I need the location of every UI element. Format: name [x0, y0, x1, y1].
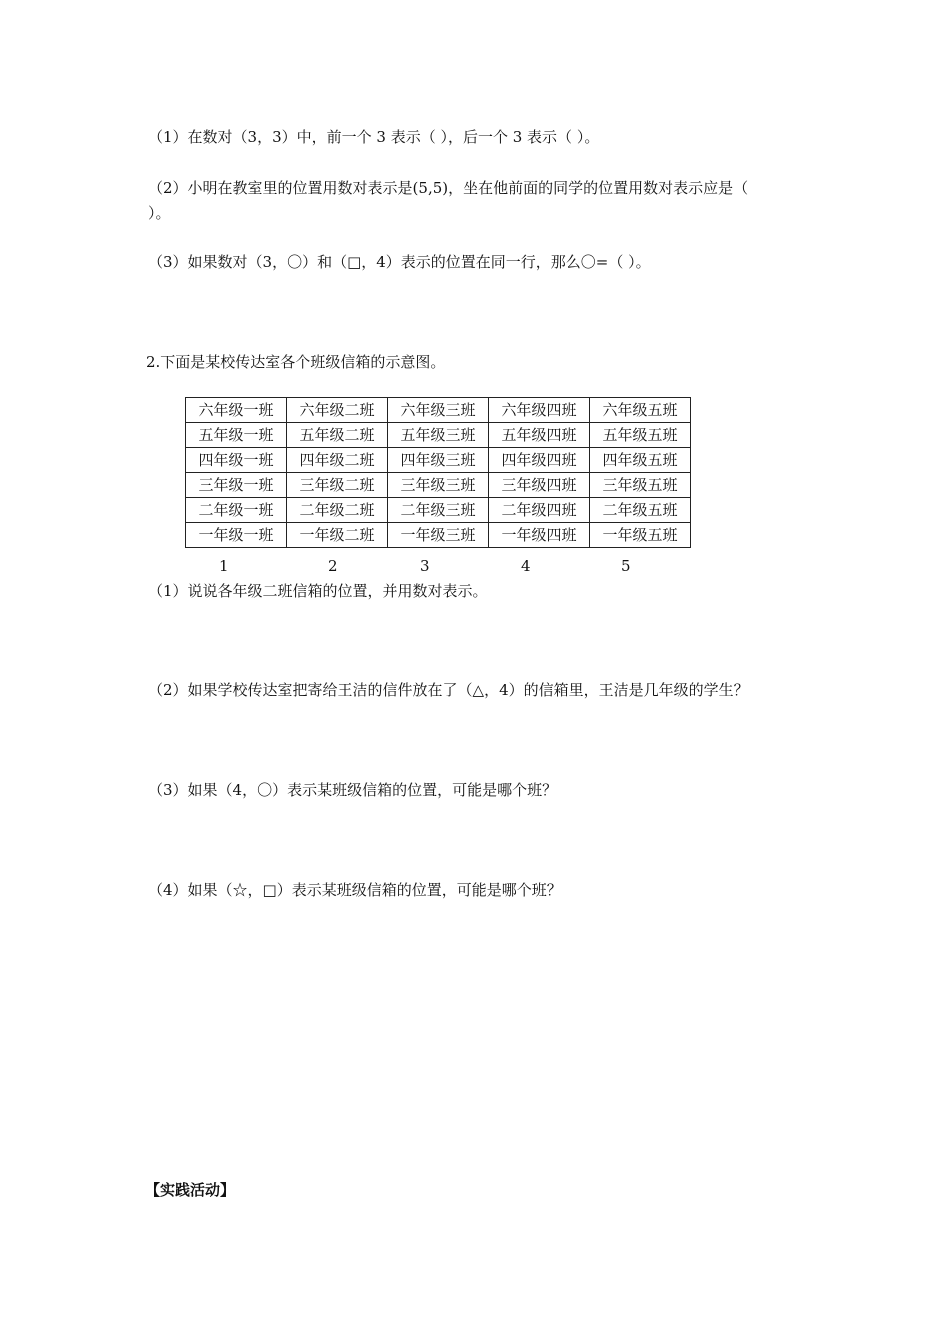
question-1-3: （3）如果数对（3，〇）和（□，4）表示的位置在同一行，那么〇=（ ）。: [148, 253, 651, 271]
table-cell: 六年级一班: [186, 398, 287, 423]
question-2-3: （3）如果（4，〇）表示某班级信箱的位置，可能是哪个班？: [148, 781, 558, 799]
column-number-row: [0, 556, 950, 576]
table-cell: 二年级三班: [388, 498, 489, 523]
table-cell: 五年级一班: [186, 423, 287, 448]
table-cell: 六年级五班: [590, 398, 691, 423]
table-row: [186, 498, 691, 523]
table-row: [186, 398, 691, 423]
table-cell: 一年级四班: [489, 523, 590, 548]
table-cell: 三年级二班: [287, 473, 388, 498]
table-cell: 六年级三班: [388, 398, 489, 423]
table-cell: 四年级一班: [186, 448, 287, 473]
question-2-2: （2）如果学校传达室把寄给王洁的信件放在了（△，4）的信箱里，王洁是几年级的学生？: [148, 681, 749, 699]
column-number: 2: [328, 557, 338, 575]
question-1-2-line-1: （2）小明在教室里的位置用数对表示是(5,5)，坐在他前面的同学的位置用数对表示应是（: [148, 179, 749, 197]
table-cell: 五年级二班: [287, 423, 388, 448]
table-cell: 五年级五班: [590, 423, 691, 448]
table-row: [186, 473, 691, 498]
table-cell: 二年级二班: [287, 498, 388, 523]
question-2-4: （4）如果（☆，□）表示某班级信箱的位置，可能是哪个班？: [148, 881, 562, 899]
question-2-intro: 2.下面是某校传达室各个班级信箱的示意图。: [146, 353, 446, 371]
column-number: 1: [219, 557, 229, 575]
table-row: [186, 523, 691, 548]
practice-activity-heading: 【实践活动】: [145, 1181, 236, 1199]
table-cell: 五年级三班: [388, 423, 489, 448]
table-cell: 一年级一班: [186, 523, 287, 548]
table-cell: 五年级四班: [489, 423, 590, 448]
table-cell: 四年级四班: [489, 448, 590, 473]
table-cell: 二年级一班: [186, 498, 287, 523]
question-1-2-line-2: ）。: [148, 204, 171, 222]
question-1-1: （1）在数对（3，3）中，前一个 3 表示（ ），后一个 3 表示（ ）。: [148, 128, 600, 146]
table-cell: 四年级二班: [287, 448, 388, 473]
question-2-1: （1）说说各年级二班信箱的位置，并用数对表示。: [148, 582, 488, 600]
table-cell: 一年级二班: [287, 523, 388, 548]
table-row: [186, 448, 691, 473]
column-number: 3: [420, 557, 430, 575]
table-row: [186, 423, 691, 448]
column-number: 5: [621, 557, 631, 575]
table-cell: 二年级五班: [590, 498, 691, 523]
column-number: 4: [521, 557, 531, 575]
mailbox-table: [185, 397, 691, 548]
table-cell: 一年级五班: [590, 523, 691, 548]
table-cell: 三年级一班: [186, 473, 287, 498]
table-cell: 六年级四班: [489, 398, 590, 423]
table-cell: 三年级四班: [489, 473, 590, 498]
table-cell: 四年级三班: [388, 448, 489, 473]
table-cell: 三年级三班: [388, 473, 489, 498]
table-cell: 三年级五班: [590, 473, 691, 498]
table-cell: 六年级二班: [287, 398, 388, 423]
table-cell: 一年级三班: [388, 523, 489, 548]
table-cell: 四年级五班: [590, 448, 691, 473]
table-cell: 二年级四班: [489, 498, 590, 523]
